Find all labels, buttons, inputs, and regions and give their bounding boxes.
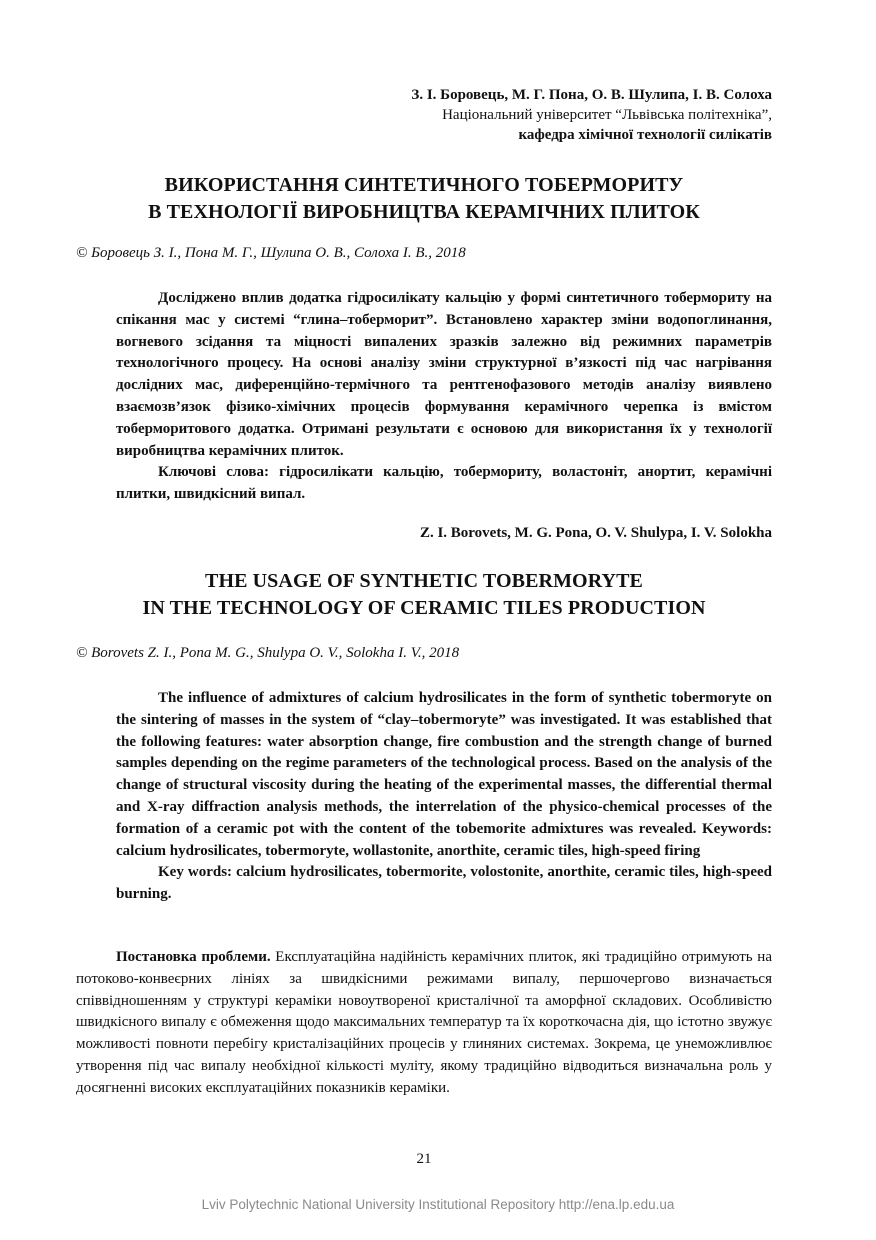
- abstract-ua: [116, 288, 772, 506]
- body-section: [76, 947, 772, 1100]
- title-en-line-1: THE USAGE OF SYNTHETIC TOBERMORYTE: [205, 570, 643, 592]
- title-ua: [76, 172, 772, 226]
- keywords-ua: Ключові слова: гідросилікати кальцію, тобермориту, воластоніт, анортит, керамічні плитки, швидкісний випал.: [116, 464, 772, 503]
- copyright-en: © Borovets Z. I., Pona M. G., Shulypa O. V., Solokha I. V., 2018: [76, 645, 460, 661]
- body-paragraph: [76, 947, 772, 1100]
- affiliation-line-1: Національний університет “Львівська політехніка”,: [442, 107, 772, 123]
- authors-ua: З. І. Боровець, М. Г. Пона, О. В. Шулипа, І. В. Солоха: [411, 87, 772, 103]
- title-en: [76, 568, 772, 622]
- abstract-en: [116, 688, 772, 906]
- author-block-ua: [76, 85, 772, 145]
- abstract-en-text: The influence of admixtures of calcium hydrosilicates in the form of synthetic tobermoryte on the sintering of masses in the system of “clay–tobermoryte” was investigated. It was established that the following features: water absorption change, fire combustion and the strength change of burned samples depending on the regime parameters of the technological process. Based on the analysis of the change of structural viscosity during the heating of the experimental masses, the differential thermal and X-ray diffraction analysis methods, the interrelation of the physico-chemical processes of the formation of a ceramic pot with the content of the tobemorite admixtures was revealed. Keywords: calcium hydrosilicates, tobermoryte, wollastonite, anorthite, ceramic tiles, high-speed firing: [116, 690, 772, 859]
- title-en-line-2: IN THE TECHNOLOGY OF CERAMIC TILES PRODUCTION: [142, 597, 706, 619]
- title-ua-line-2: В ТЕХНОЛОГІЇ ВИРОБНИЦТВА КЕРАМІЧНИХ ПЛИТОК: [148, 201, 700, 223]
- repository-footer: Lviv Polytechnic National University Institutional Repository http://ena.lp.edu.ua: [201, 1197, 675, 1212]
- abstract-ua-text: Досліджено вплив додатка гідросилікату кальцію у формі синтетичного тобермориту на спікання мас у системі “глина–тоберморит”. Встановлено характер зміни водопоглинання, вогневого зсідання та міцності випалених зразків залежно від режимних параметрів технологічного процесу. На основі аналізу зміни структурної в’язкості під час нагрівання дослідних мас, диференційно-термічного та рентгенофазового методів аналізу виявлено взаємозв’язок фізико-хімічних процесів формування керамічного черепка із вмістом тоберморитового додатка. Отримані результати є основою для використання їх у технології виробництва керамічних плиток.: [116, 290, 772, 459]
- authors-en: Z. I. Borovets, M. G. Pona, O. V. Shulypa, I. V. Solokha: [419, 525, 772, 541]
- section-heading: Постановка проблеми.: [116, 949, 271, 965]
- title-ua-line-1: ВИКОРИСТАННЯ СИНТЕТИЧНОГО ТОБЕРМОРИТУ: [164, 174, 684, 196]
- page-number: 21: [416, 1151, 432, 1167]
- affiliation-line-2: кафедра хімічної технології силікатів: [518, 127, 772, 143]
- copyright-ua: © Боровець З. І., Пона М. Г., Шулипа О. В., Солоха І. В., 2018: [76, 245, 466, 261]
- keywords-en: Key words: calcium hydrosilicates, tobermorite, volostonite, anorthite, ceramic tiles, high-speed burning.: [116, 864, 772, 903]
- body-paragraph-text: Експлуатаційна надійність керамічних плиток, які традиційно отримують на потоково-конвеєрних лініях за швидкісними режимами випалу, першочергово визначається співвідношенням у структурі кераміки новоутвореної кристалічної та аморфної складових. Особливістю швидкісного випалу є обмеження щодо максимальних температур та їх короткочасна дія, що істотно звужує можливості повноти перебігу кристалізаційних процесів у глиняних системах. Зокрема, це унеможливлює утворення під час випалу необхідної кількості муліту, якому традиційно відводиться визначальна роль у досягненні високих експлуатаційних показників кераміки.: [76, 949, 772, 1096]
